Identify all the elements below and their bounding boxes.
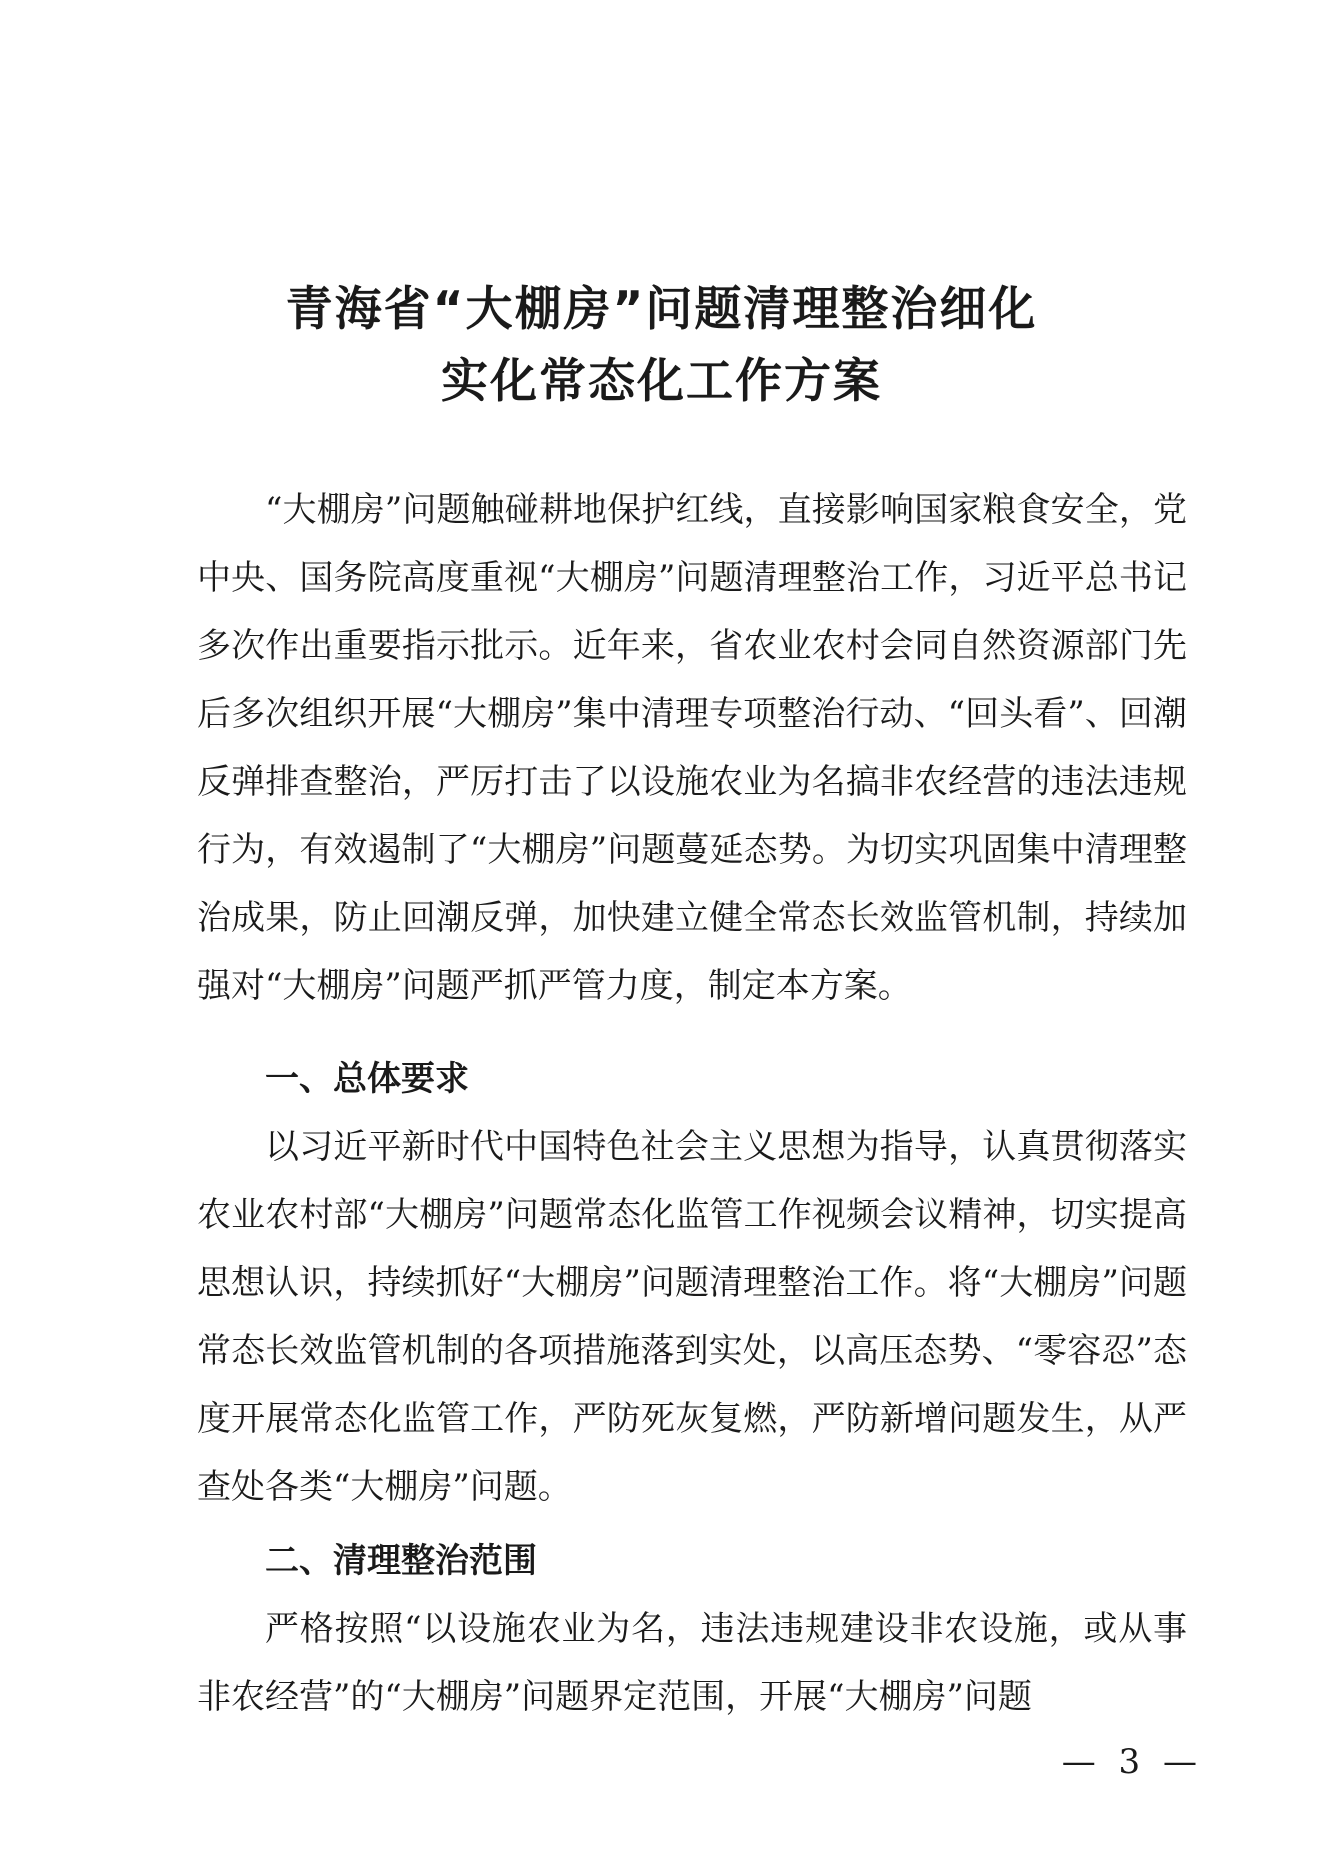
section2-heading: 二、清理整治范围 xyxy=(265,1541,537,1581)
section1-heading: 一、总体要求 xyxy=(265,1059,469,1099)
section1-paragraph: 以习近平新时代中国特色社会主义思想为指导，认真贯彻落实农业农村部“大棚房”问题常态化监管工作视频会议精神，切实提高思想认识，持续抓好“大棚房”问题清理整治工作。将“大棚房”问题常态长效监管机制的各项措施落到实处，以高压态势、“零容忍”态度开展常态化监管工作，严防死灰复燃，严防新增问题发生，从严查处各类“大棚房”问题。 xyxy=(197,1127,1187,1507)
intro-paragraph: “大棚房”问题触碰耕地保护红线，直接影响国家粮食安全，党中央、国务院高度重视“大棚房”问题清理整治工作，习近平总书记多次作出重要指示批示。近年来，省农业农村会同自然资源部门先后多次组织开展“大棚房”集中清理专项整治行动、“回头看”、回潮反弹排查整治，严厉打击了以设施农业为名搞非农经营的违法违规行为，有效遏制了“大棚房”问题蔓延态势。为切实巩固集中清理整治成果，防止回潮反弹，加快建立健全常态长效监管机制，持续加强对“大棚房”问题严抓严管力度，制定本方案。 xyxy=(197,490,1187,1006)
document-title-line1: 青海省“大棚房”问题清理整治细化 xyxy=(285,282,1038,337)
document-title-line2: 实化常态化工作方案 xyxy=(441,354,882,409)
page-number: — 3 — xyxy=(1061,1742,1203,1782)
section2-paragraph: 严格按照“以设施农业为名，违法违规建设非农设施，或从事非农经营”的“大棚房”问题界定范围，开展“大棚房”问题 xyxy=(197,1609,1187,1717)
